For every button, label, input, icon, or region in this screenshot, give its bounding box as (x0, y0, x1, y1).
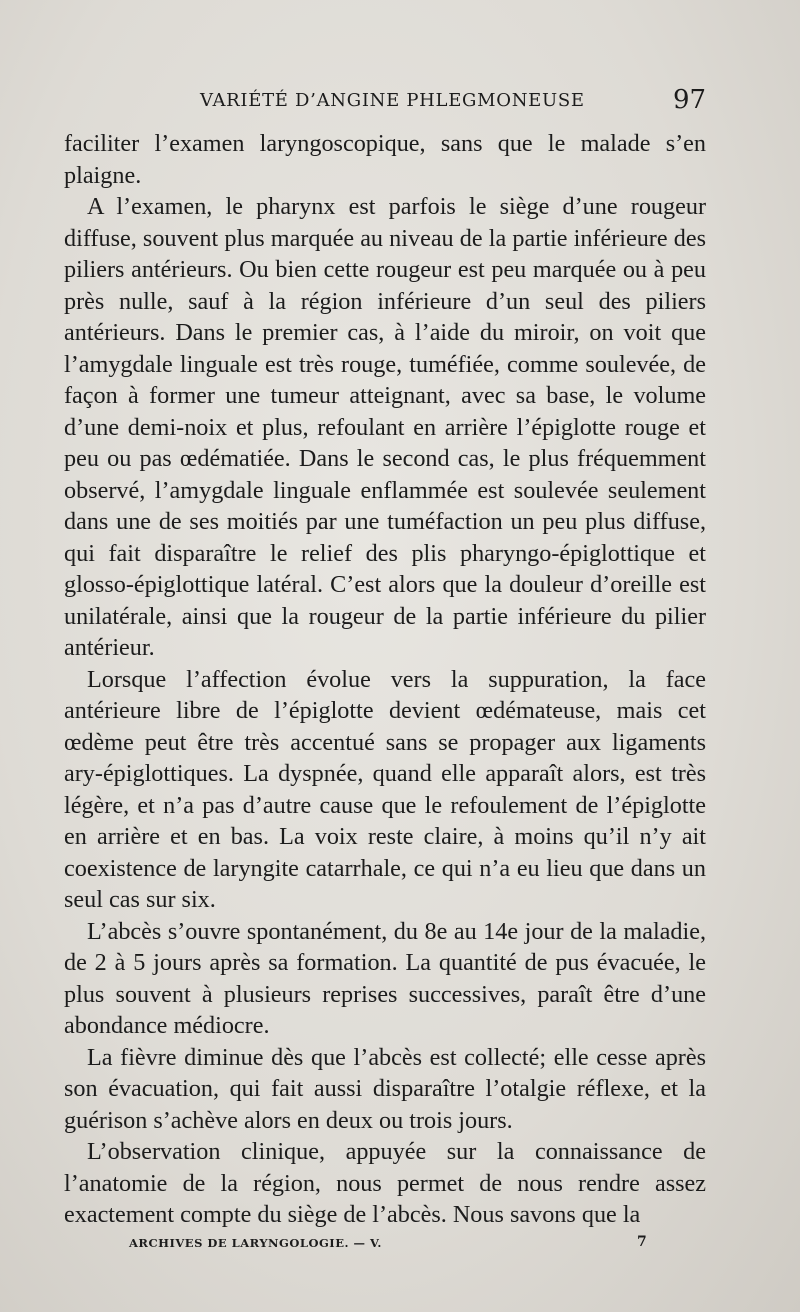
paragraph: Lorsque l’affection évolue vers la suppuration, la face antérieure libre de l’épiglotte devient œdémateuse, mais cet œdème peut être très accentué sans se propager aux ligaments ary-épiglottiques. La dyspnée, quand elle apparaît alors, est très légère, et n’a pas d’autre cause que le refoulement de l’épiglotte en arrière et en bas. La voix reste claire, à moins qu’il n’y ait coexistence de laryngite catarrhale, ce qui n’a eu lieu que dans un seul cas sur six. (64, 665, 706, 913)
paragraph: faciliter l’examen laryngoscopique, sans que le malade s’en plaigne. (64, 130, 706, 189)
signature-mark: 7 (637, 1234, 647, 1250)
page-header (0, 85, 800, 120)
paragraph: La fièvre diminue dès que l’abcès est collecté; elle cesse après son évacuation, qui fait aussi disparaître l’otalgie réflexe, et la guérison s’achève alors en deux ou trois jours. (64, 1043, 706, 1134)
paragraph: A l’examen, le pharynx est parfois le siège d’une rougeur diffuse, souvent plus marquée au niveau de la partie inférieure des piliers antérieurs. Ou bien cette rougeur est peu marquée ou à peu près nulle, sauf à la région inférieure d’un seul des piliers antérieurs. Dans le premier cas, à l’aide du miroir, on voit que l’amygdale linguale est très rouge, tuméfiée, comme soulevée, de façon à former une tumeur atteignant, avec sa base, le volume d’une demi-noix et plus, refoulant en arrière l’épiglotte rouge et peu ou pas œdématiée. Dans le second cas, le plus fréquemment observé, l’amygdale linguale enflammée est soulevée seulement dans une de ses moitiés par une tuméfaction un peu plus diffuse, qui fait disparaître le relief des plis pharyngo-épiglottique et glosso-épiglottique latéral. C’est alors que la douleur d’oreille est unilatérale, ainsi que la rougeur de la partie inférieure du pilier antérieur. (64, 193, 706, 661)
paragraph: L’abcès s’ouvre spontanément, du 8e au 14e jour de la maladie, de 2 à 5 jours après sa formation. La quantité de pus évacuée, le plus souvent à plusieurs reprises successives, paraît être d’une abondance médiocre. (64, 917, 706, 1039)
running-title: VARIÉTÉ D’ANGINE PHLEGMONEUSE (200, 90, 585, 111)
signature-line: ARCHIVES DE LARYNGOLOGIE. — V. (129, 1236, 382, 1250)
paragraph: L’observation clinique, appuyée sur la connaissance de l’anatomie de la région, nous permet de nous rendre assez exactement compte du siège de l’abcès. Nous savons que la (64, 1138, 706, 1228)
body-text (64, 128, 706, 1231)
page-number: 97 (673, 85, 707, 115)
page-footer (0, 1236, 800, 1260)
